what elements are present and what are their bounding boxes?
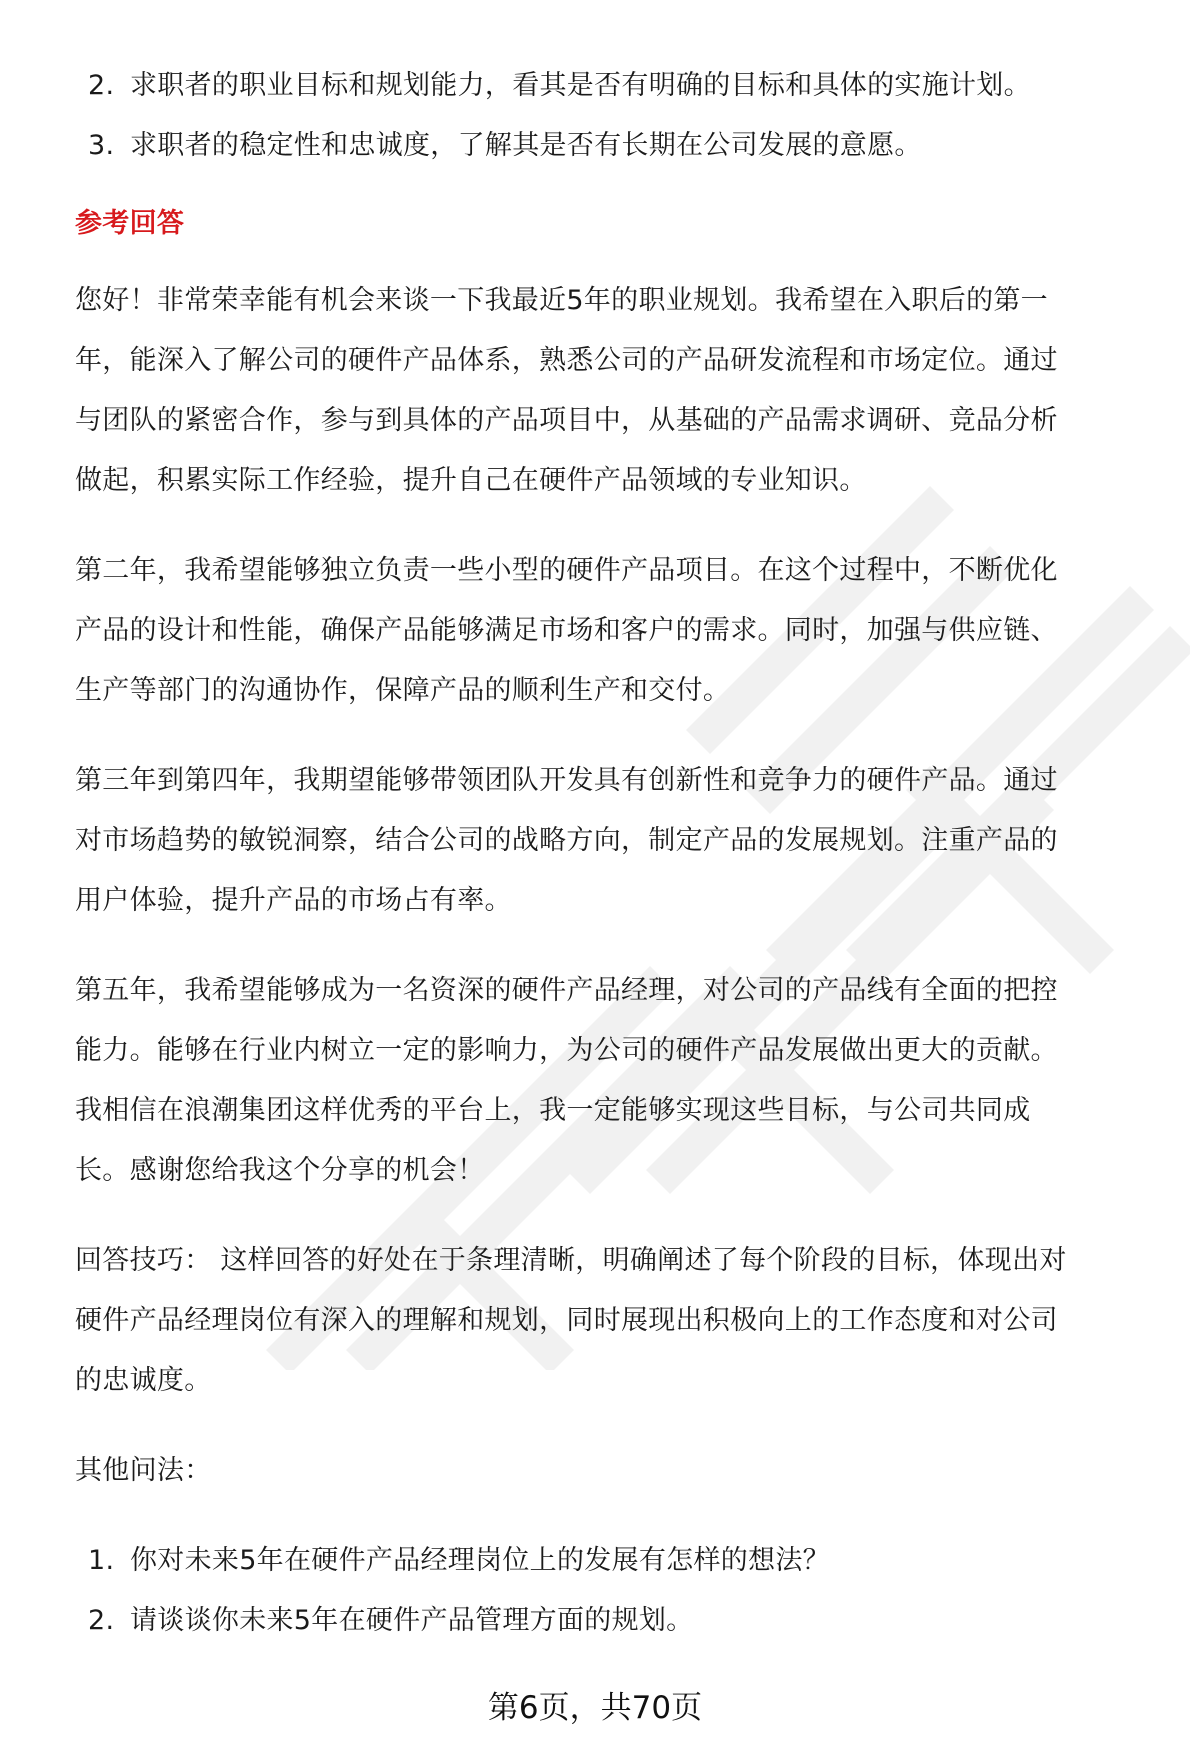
intro-list-item xyxy=(88,126,1178,166)
paragraph-line: 我相信在浪潮集团这样优秀的平台上，我一定能够实现这些目标，与公司共同成 xyxy=(75,1095,1031,1126)
other-question-item xyxy=(88,1541,1178,1581)
page-number-footer: 第6页，共70页 xyxy=(487,1690,703,1726)
list-number: 2. xyxy=(88,70,115,101)
other-questions-label: 其他问法： xyxy=(75,1455,212,1486)
paragraph-line: 做起，积累实际工作经验，提升自己在硬件产品领域的专业知识。 xyxy=(75,465,867,496)
paragraph-line: 第二年，我希望能够独立负责一些小型的硬件产品项目。在这个过程中，不断优化 xyxy=(75,555,1058,586)
paragraph-line: 用户体验，提升产品的市场占有率。 xyxy=(75,885,512,916)
intro-list-item xyxy=(88,66,1178,106)
paragraph-line: 与团队的紧密合作，参与到具体的产品项目中，从基础的产品需求调研、竞品分析 xyxy=(75,405,1058,436)
answer-tips-line: 硬件产品经理岗位有深入的理解和规划，同时展现出积极向上的工作态度和对公司 xyxy=(75,1305,1058,1336)
other-question-item xyxy=(88,1601,1178,1641)
section-heading-reference-answer: 参考回答 xyxy=(75,208,185,239)
paragraph-line: 第三年到第四年，我期望能够带领团队开发具有创新性和竞争力的硬件产品。通过 xyxy=(75,765,1058,796)
paragraph-line: 生产等部门的沟通协作，保障产品的顺利生产和交付。 xyxy=(75,675,731,706)
list-text: 请谈谈你未来5年在硬件产品管理方面的规划。 xyxy=(130,1605,694,1636)
paragraph-line: 对市场趋势的敏锐洞察，结合公司的战略方向，制定产品的发展规划。注重产品的 xyxy=(75,825,1058,856)
list-number: 3. xyxy=(88,130,115,161)
paragraph-line: 长。感谢您给我这个分享的机会！ xyxy=(75,1155,485,1186)
list-text: 你对未来5年在硬件产品经理岗位上的发展有怎样的想法？ xyxy=(130,1545,830,1576)
list-text: 求职者的稳定性和忠诚度，了解其是否有长期在公司发展的意愿。 xyxy=(130,130,922,161)
answer-tips-line: 回答技巧： 这样回答的好处在于条理清晰，明确阐述了每个阶段的目标，体现出对 xyxy=(75,1245,1067,1276)
list-number: 2. xyxy=(88,1605,115,1636)
answer-tips-line: 的忠诚度。 xyxy=(75,1365,212,1396)
paragraph-line: 产品的设计和性能，确保产品能够满足市场和客户的需求。同时，加强与供应链、 xyxy=(75,615,1058,646)
list-text: 求职者的职业目标和规划能力，看其是否有明确的目标和具体的实施计划。 xyxy=(130,70,1031,101)
paragraph-line: 您好！非常荣幸能有机会来谈一下我最近5年的职业规划。我希望在入职后的第一 xyxy=(75,285,1048,316)
paragraph-line: 能力。能够在行业内树立一定的影响力，为公司的硬件产品发展做出更大的贡献。 xyxy=(75,1035,1058,1066)
paragraph-line: 年，能深入了解公司的硬件产品体系，熟悉公司的产品研发流程和市场定位。通过 xyxy=(75,345,1058,376)
list-number: 1. xyxy=(88,1545,115,1576)
paragraph-line: 第五年，我希望能够成为一名资深的硬件产品经理，对公司的产品线有全面的把控 xyxy=(75,975,1058,1006)
